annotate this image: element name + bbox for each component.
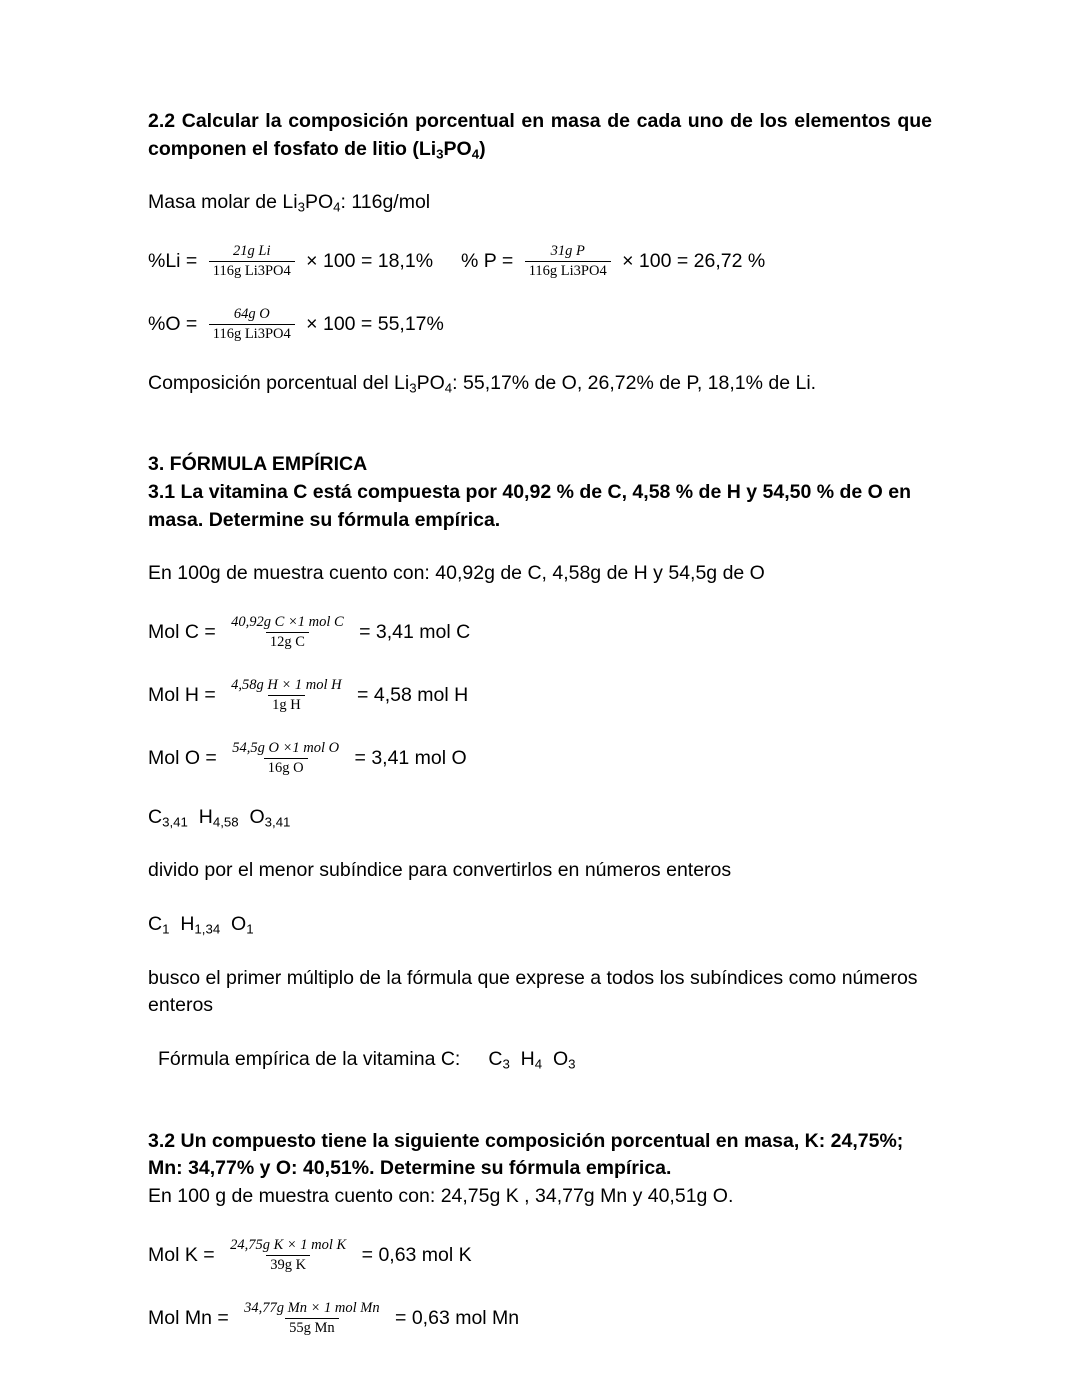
formula-divided-o-sub: 1 <box>246 921 254 937</box>
equation-mol-k-denominator: 39g K <box>266 1255 310 1274</box>
document-content <box>148 108 932 1337</box>
equation-mol-o-tail: = 3,41 mol O <box>349 747 467 770</box>
composition-result-mid: PO <box>416 371 445 394</box>
equation-mol-h-denominator: 1g H <box>268 695 305 714</box>
formula-raw-o-sub: 3,41 <box>264 814 291 830</box>
equation-li-denominator: 116g Li3PO4 <box>209 261 295 280</box>
equation-p-tail: × 100 = 26,72 % <box>616 249 766 272</box>
final-formula-line <box>148 1046 932 1074</box>
equation-mol-mn-fraction <box>240 1300 383 1337</box>
divide-explanation: divido por el menor subíndice para convertirlos en números enteros <box>148 859 732 882</box>
formula-raw-h-sub: 4,58 <box>212 814 239 830</box>
equation-p-numerator: 31g P <box>550 243 585 260</box>
equation-mol-o-numerator: 54,5g O ×1 mol O <box>232 740 340 757</box>
formula-raw-c: C <box>148 805 163 828</box>
equation-mol-mn-row <box>148 1300 932 1337</box>
equation-mol-h-tail: = 4,58 mol H <box>351 684 469 707</box>
formula-raw-h: H <box>198 805 213 828</box>
formula-divided <box>148 911 932 939</box>
section-2-2-heading-sub-1: 3 <box>436 146 444 162</box>
equation-o-tail: × 100 = 55,17% <box>300 313 444 336</box>
equation-mol-c-tail: = 3,41 mol C <box>353 620 471 643</box>
formula-divided-h-sub: 1,34 <box>194 921 221 937</box>
molar-mass-line <box>148 189 932 217</box>
equation-mol-h-fraction <box>227 677 345 714</box>
equation-mol-k-label: Mol K = <box>148 1243 221 1266</box>
equation-o-row <box>148 306 932 343</box>
equation-mol-mn-numerator: 34,77g Mn × 1 mol Mn <box>244 1300 380 1316</box>
equation-mol-k-fraction <box>226 1237 350 1274</box>
equation-mol-c-fraction <box>227 614 348 651</box>
section-3-1-intro: En 100g de muestra cuento con: 40,92g de C, 4,58g de H y 54,5g de O <box>148 562 765 585</box>
equation-mol-c-denominator: 12g C <box>266 632 309 651</box>
equation-mol-k-numerator: 24,75g K × 1 mol K <box>230 1236 347 1253</box>
equation-p-label: % P = <box>461 249 519 272</box>
section-2-2-heading-text-2: PO <box>443 137 472 160</box>
composition-result-sub-2: 4 <box>444 379 453 395</box>
section-3-1-heading: 3.1 La vitamina C está compuesta por 40,92 % de C, 4,58 % de H y 54,50 % de O en masa. Determine su fórmula empírica. <box>148 480 911 531</box>
molar-mass-mid: PO <box>304 191 334 214</box>
composition-result-prefix: Composición porcentual del Li <box>148 371 410 394</box>
section-2-2-heading <box>148 108 932 163</box>
equation-mol-o-row <box>148 740 932 777</box>
molar-mass-sub-1: 3 <box>297 199 305 215</box>
equation-o-denominator: 116g Li3PO4 <box>209 324 295 343</box>
formula-final-h-sub: 4 <box>534 1056 543 1072</box>
equation-mol-mn-label: Mol Mn = <box>148 1306 235 1329</box>
formula-final-o: O <box>552 1048 569 1071</box>
equation-li-fraction <box>209 243 295 280</box>
formula-final-c-sub: 3 <box>502 1056 510 1072</box>
formula-final-o-sub: 3 <box>568 1056 576 1072</box>
equation-mol-o-fraction <box>228 740 343 777</box>
formula-final-c: C <box>488 1048 503 1071</box>
equation-mol-h-label: Mol H = <box>148 684 222 707</box>
equation-o-label: %O = <box>148 313 203 336</box>
molar-mass-sub-2: 4 <box>333 199 341 215</box>
equation-o-fraction <box>209 306 295 343</box>
formula-raw-o: O <box>249 805 265 828</box>
composition-result-tail: : 55,17% de O, 26,72% de P, 18,1% de Li. <box>452 371 817 394</box>
formula-raw-c-sub: 3,41 <box>162 814 188 830</box>
equation-li-tail: × 100 = 18,1% <box>300 249 434 272</box>
section-2-2-heading-sub-2: 4 <box>471 146 480 162</box>
equation-o-numerator: 64g O <box>233 306 270 323</box>
equation-mol-mn-tail: = 0,63 mol Mn <box>389 1306 520 1329</box>
formula-divided-o: O <box>231 912 247 935</box>
final-formula-label: Fórmula empírica de la vitamina C: <box>158 1048 461 1071</box>
formula-divided-c-sub: 1 <box>162 921 170 937</box>
equation-mol-mn-denominator: 55g Mn <box>285 1318 339 1337</box>
equation-mol-c-numerator: 40,92g C ×1 mol C <box>231 613 344 630</box>
equation-p-denominator: 116g Li3PO4 <box>525 261 611 280</box>
equation-mol-o-denominator: 16g O <box>264 758 308 777</box>
formula-raw <box>148 804 932 832</box>
section-3-2-heading: 3.2 Un compuesto tiene la siguiente composición porcentual en masa, K: 24,75%; Mn: 34,77% y O: 40,51%. Determine su fórmula empírica. <box>148 1129 904 1180</box>
formula-divided-h: H <box>180 912 195 935</box>
equation-mol-o-label: Mol O = <box>148 747 223 770</box>
equation-mol-h-row <box>148 677 932 714</box>
composition-result-line <box>148 370 932 398</box>
equation-mol-k-tail: = 0,63 mol K <box>356 1243 472 1266</box>
section-2-2-heading-text-3: ) <box>479 137 486 160</box>
section-2-2-heading-text-1: 2.2 Calcular la composición porcentual en masa de cada uno de los elementos que componen el fosfato de litio (Li <box>148 110 932 160</box>
equation-mol-k-row <box>148 1237 932 1274</box>
equation-mol-h-numerator: 4,58g H × 1 mol H <box>231 677 342 694</box>
equation-mol-c-row <box>148 614 932 651</box>
equation-li-p-row <box>148 243 932 280</box>
equation-p-fraction <box>525 243 611 280</box>
multiple-explanation: busco el primer múltiplo de la fórmula que exprese a todos los subíndices como números enteros <box>148 966 918 1017</box>
section-3-heading: 3. FÓRMULA EMPÍRICA <box>148 453 368 476</box>
composition-result-sub-1: 3 <box>409 379 417 395</box>
equation-li-label: %Li = <box>148 249 203 272</box>
equation-li-numerator: 21g Li <box>233 243 271 260</box>
equation-mol-c-label: Mol C = <box>148 620 222 643</box>
molar-mass-prefix: Masa molar de Li <box>148 191 298 214</box>
molar-mass-value: : 116g/mol <box>340 191 431 214</box>
formula-divided-c: C <box>148 912 163 935</box>
section-3-2-intro: En 100 g de muestra cuento con: 24,75g K , 34,77g Mn y 40,51g O. <box>148 1185 734 1208</box>
formula-final-h: H <box>520 1048 535 1071</box>
